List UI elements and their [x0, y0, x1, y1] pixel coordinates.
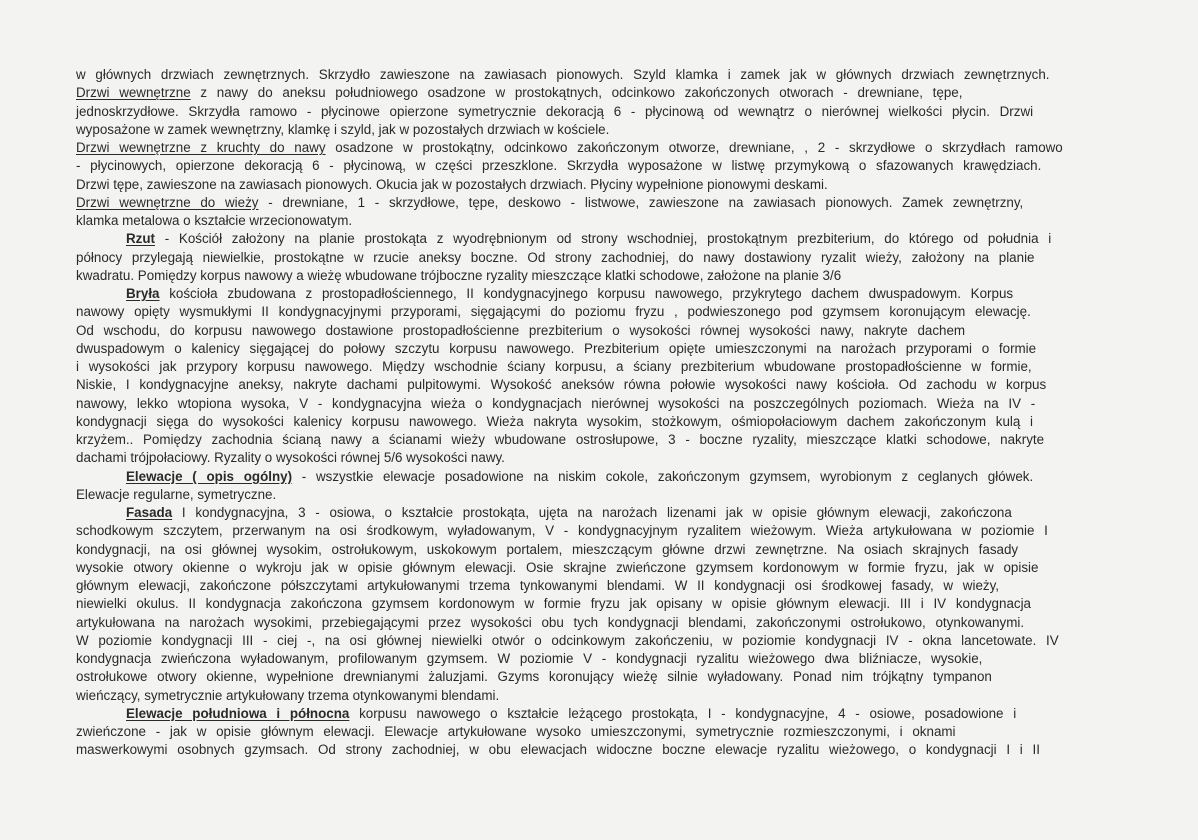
- text-line: [76, 449, 1120, 467]
- text-line: [76, 285, 1120, 303]
- text-run: korpusu nawowego o kształcie leżącego prostokąta, I - kondygnacyjne, 4 - osiowe, posadowione i: [349, 705, 1017, 721]
- text-run: klamka metalowa o kształcie wrzecionowatym.: [76, 213, 353, 228]
- text-line: [76, 632, 1120, 650]
- text-run: kondygnacji sięga do wysokości kalenicy korpusu nawowego. Wieża nakryta wysokim, stożkowym, ośmiopołaciowym dachem zakończonym kulą i: [76, 413, 1034, 429]
- text-run: nawowy opięty wysmukłymi II kondygnacyjnymi przyporami, sięgającymi do poziomu fryzu , podwieszonego pod gzymsem koronującym elewację.: [76, 304, 1031, 320]
- text-line: [76, 723, 1120, 741]
- text-line: [76, 376, 1120, 394]
- text-line: [76, 541, 1120, 559]
- text-line: [76, 230, 1120, 248]
- section-heading: Drzwi wewnętrzne do wieży: [76, 194, 259, 210]
- text-line: [76, 358, 1120, 376]
- text-line: [76, 504, 1120, 522]
- text-line: [76, 668, 1120, 686]
- text-line: [76, 84, 1120, 102]
- section-heading: Drzwi wewnętrzne z kruchty do nawy: [76, 140, 326, 155]
- text-line: [76, 687, 1120, 705]
- section-heading: Bryła: [126, 286, 160, 301]
- text-run: kościoła zbudowana z prostopadłościennego, II kondygnacyjnego korpusu nawowego, przykrytego dachem dwuspadowym. Korpus: [159, 286, 1014, 301]
- text-run: Niskie, I kondygnacyjne aneksy, nakryte dachami pulpitowymi. Wysokość aneksów równa połowie wysokości nawy kościoła. Od zachodu w korpus: [76, 377, 1047, 393]
- text-line: [76, 741, 1120, 759]
- text-run: dachami trójpołaciowy. Ryzality o wysokości równej 5/6 wysokości nawy.: [76, 450, 505, 466]
- text-run: - drewniane, 1 - skrzydłowe, tępe, deskowo - listwowe, zawieszone na zawiasach pionowych. Zamek zewnętrzny,: [258, 194, 1024, 210]
- text-run: dwuspadowym o kalenicy sięgającej do połowy szczytu korpusu nawowego. Prezbiterium opięte umieszczonymi na narożach przyporami o formie: [76, 340, 1037, 356]
- section-heading: Rzut: [126, 231, 156, 247]
- text-line: [76, 303, 1120, 321]
- text-line: [76, 66, 1120, 84]
- text-line: [76, 595, 1120, 613]
- text-run: wyposażone w zamek wewnętrzny, klamkę i szyld, jak w pozostałych drzwiach w kościele.: [76, 121, 610, 137]
- text-run: jednoskrzydłowe. Skrzydła ramowo - płycinowe opierzone symetrycznie dekoracją 6 - płycinową od wewnątrz o nierównej wielkości płycin. Drzwi: [76, 103, 1034, 119]
- text-run: nawowy, lekko wtopiona wysoka, V - kondygnacyjna wieża o kondygnacjach nierównej wysokości na poszczególnych poziomach. Wieża na IV -: [76, 395, 1036, 411]
- text-run: głównym elewacji, zakończone półszczytami artykułowanymi trzema tynkowanymi blendami. W II kondygnacji osi środkowej fasady, w wieży,: [76, 578, 1000, 593]
- text-line: [76, 212, 1120, 230]
- text-run: Od wschodu, do korpusu nawowego dostawione prostopadłościenne prezbiterium o wysokości równej wysokości nawy, nakryte dachem: [76, 322, 966, 338]
- text-run: i wysokości jak przypory korpusu nawowego. Między wschodnie ściany korpusu, a ściany prezbiterium wbudowane prostopadłościenne w formie,: [76, 359, 1032, 374]
- text-run: zwieńczone - jak w opisie głównym elewacji. Elewacje artykułowane wysoko umieszczonymi, symetrycznie rozmieszczonymi, i oknami: [76, 724, 956, 739]
- text-run: schodkowym szczytem, przerwanym na osi środkowym, wyładowanym, V - kondygnacyjnym ryzalitem wieżowym. Wieża artykułowana w poziomie I: [76, 523, 1048, 539]
- text-line: [76, 650, 1120, 668]
- text-line: [76, 468, 1120, 486]
- text-line: [76, 121, 1120, 139]
- text-line: [76, 267, 1120, 285]
- text-run: kondygnacja zwieńczona wyładowanym, profilowanym gzymsem. W poziomie V - kondygnacji ryzalitu wieżowego dwa bliźniacze, wysokie,: [76, 651, 983, 666]
- section-heading: Fasada: [126, 505, 173, 520]
- text-line: [76, 340, 1120, 358]
- text-line: [76, 176, 1120, 194]
- text-run: wysokie otwory okienne o wykroju jak w opisie głównym elewacji. Osie skrajne zwieńczone gzymsem kordonowym w formie fryzu, jak w opisie: [76, 559, 1039, 575]
- text-run: z nawy do aneksu południowego osadzone w prostokątnych, odcinkowo zakończonych otworach - drewniane, tępe,: [190, 85, 963, 101]
- text-run: osadzone w prostokątny, odcinkowo zakończonym otworze, drewniane, , 2 - skrzydłowe o skrzydłach ramowo: [325, 140, 1063, 155]
- document-body: [76, 66, 1120, 760]
- text-line: [76, 614, 1120, 632]
- text-run: artykułowana na narożach wysokimi, przebiegającymi przez wysokości obu tych kondygnacji blendami, zakończonymi ostrołukowo, otynkowanymi.: [76, 614, 1025, 630]
- text-run: w głównych drzwiach zewnętrznych. Skrzydło zawieszone na zawiasach pionowych. Szyld klamka i zamek jak w głównych drzwiach zewnętrznych.: [76, 67, 1050, 82]
- text-line: [76, 559, 1120, 577]
- text-line: [76, 577, 1120, 595]
- text-run: - płycinowych, opierzone dekoracją 6 - płycinową, w części przeszklone. Skrzydła wyposażone w listwę przymykową o sfazowanych krawędziach.: [76, 158, 1042, 174]
- text-run: wieńczący, symetrycznie artykułowany trzema otynkowanymi blendami.: [76, 687, 500, 703]
- text-run: - Kościół założony na planie prostokąta z wyodrębnionym od strony wschodniej, prostokątnym prezbiterium, do którego od południa i: [155, 231, 1052, 247]
- text-line: [76, 249, 1120, 267]
- text-line: [76, 194, 1120, 212]
- text-line: [76, 103, 1120, 121]
- section-heading: Elewacje ( opis ogólny): [126, 468, 293, 484]
- text-run: kondygnacji, na osi głównej wysokim, ostrołukowym, uskokowym portalem, mieszczącym główne drzwi zewnętrzne. Na osiach skrajnych fasady: [76, 541, 1019, 557]
- text-line: [76, 413, 1120, 431]
- text-run: północy przylegają niewielkie, prostokątne w rzucie aneksy boczne. Od strony zachodniej, do nawy dostawiony ryzalit wieży, założony na planie: [76, 249, 1035, 265]
- text-run: maswerkowymi osobnych gzymsach. Od strony zachodniej, w obu elewacjach widoczne boczne elewacje ryzalitu wieżowego, o kondygnacji I i II: [76, 742, 1040, 758]
- section-heading: Elewacje południowa i północna: [126, 705, 350, 721]
- text-line: [76, 157, 1120, 175]
- text-line: [76, 395, 1120, 413]
- text-run: I kondygnacyjna, 3 - osiowa, o kształcie prostokąta, ujęta na narożach lizenami jak w opisie głównym elewacji, zakończona: [172, 505, 1012, 520]
- text-run: ostrołukowe otwory okienne, wypełnione drewnianymi żaluzjami. Gzyms koronujący wieżę silnie wyładowany. Ponad nim trójkątny tympanon: [76, 669, 992, 685]
- text-line: [76, 705, 1120, 723]
- text-run: krzyżem.. Pomiędzy zachodnia ścianą nawy a ścianami wieży wbudowane ostrosłupowe, 3 - boczne ryzality, mieszczące klatki schodowe, nakryte: [76, 432, 1045, 447]
- text-line: [76, 486, 1120, 504]
- text-line: [76, 322, 1120, 340]
- text-run: kwadratu. Pomiędzy korpus nawowy a wieżę wbudowane trójboczne ryzality mieszczące klatki schodowe, założone na planie 3/6: [76, 267, 842, 283]
- section-heading: Drzwi wewnętrzne: [76, 85, 191, 101]
- text-line: [76, 431, 1120, 449]
- text-run: Drzwi tępe, zawieszone na zawiasach pionowych. Okucia jak w pozostałych drzwiach. Płyciny wypełnione pionowymi deskami.: [76, 176, 828, 192]
- text-line: [76, 139, 1120, 157]
- text-line: [76, 522, 1120, 540]
- text-run: W poziomie kondygnacji III - ciej -, na osi głównej niewielki otwór o odcinkowym zakończeniu, w poziomie kondygnacji IV - okna lancetowate. IV: [76, 632, 1059, 648]
- text-run: niewielki okulus. II kondygnacja zakończona gzymsem kordonowym w formie fryzu jak opisany w opisie głównym elewacji. III i IV kondygnacja: [76, 596, 1032, 612]
- text-run: - wszystkie elewacje posadowione na niskim cokole, zakończonym gzymsem, wyrobionym z ceglanych główek.: [292, 468, 1034, 484]
- text-run: Elewacje regularne, symetryczne.: [76, 486, 277, 502]
